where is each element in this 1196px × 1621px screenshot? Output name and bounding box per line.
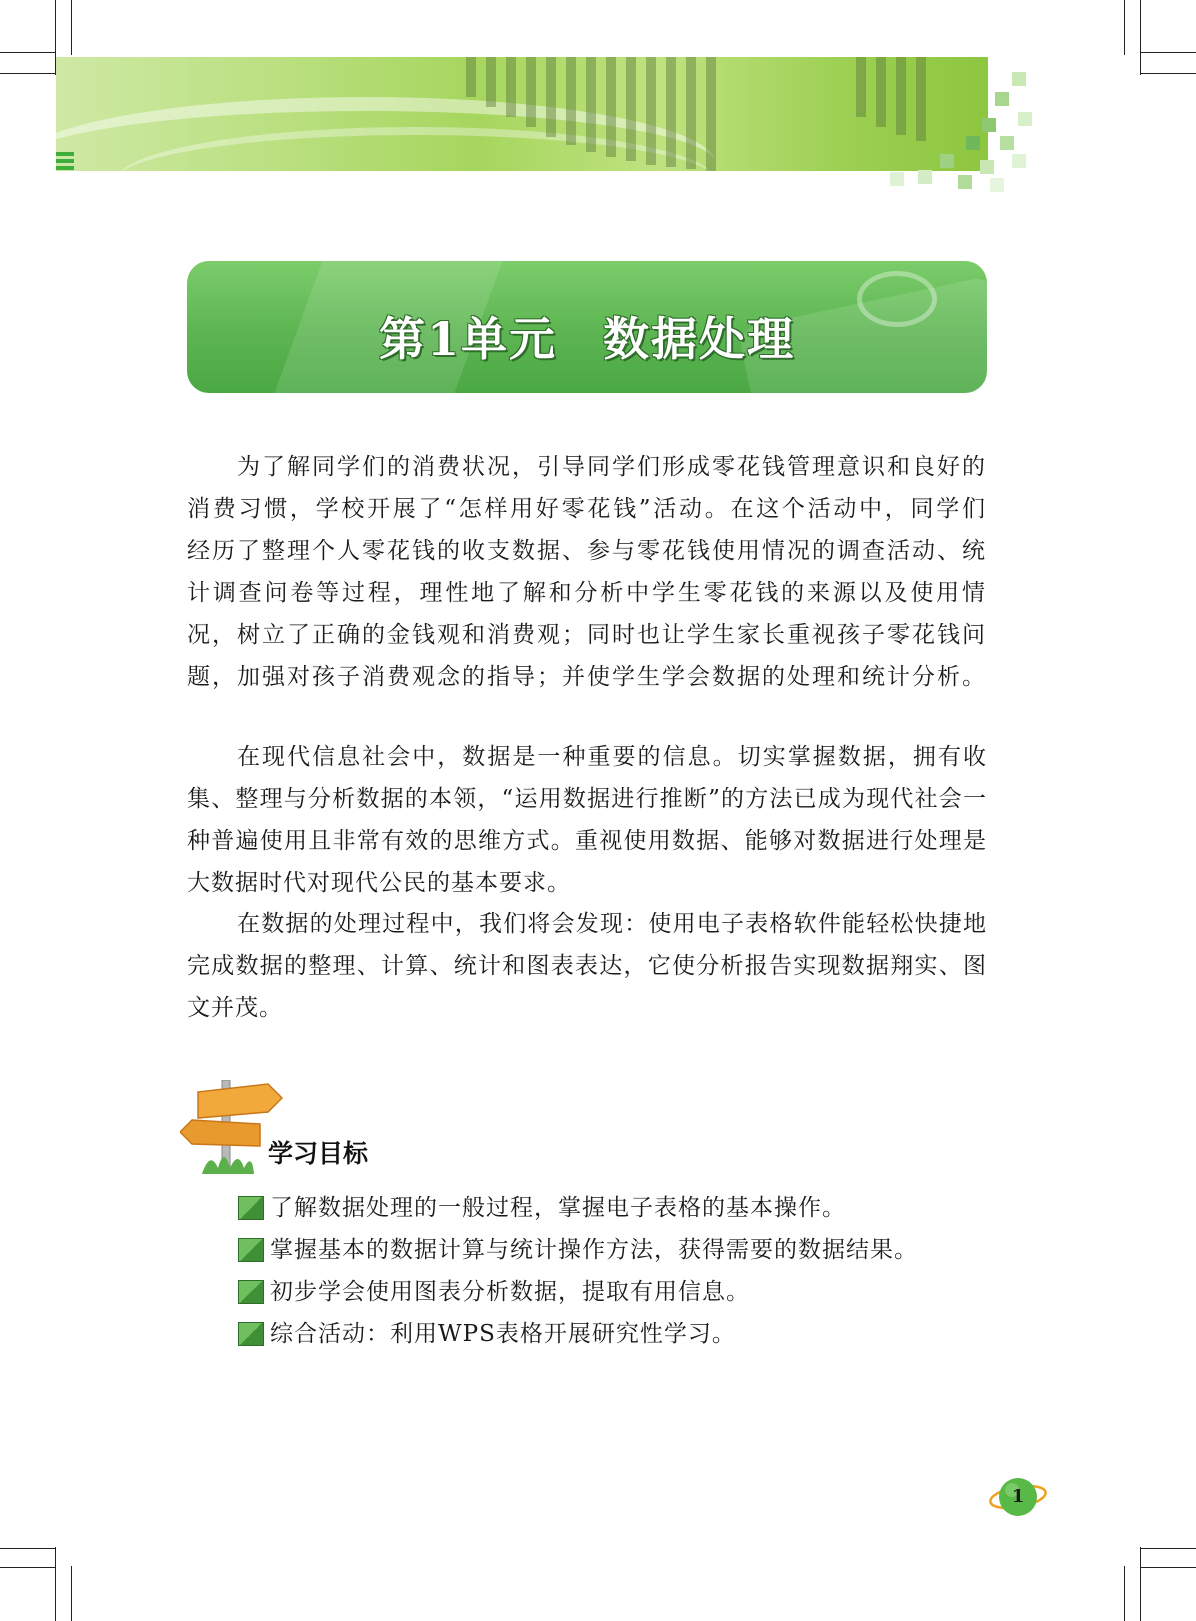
crop-mark xyxy=(1140,1567,1196,1568)
deco-square xyxy=(890,172,904,186)
crop-mark xyxy=(1140,1547,1141,1621)
banner-chip-pin xyxy=(566,57,576,145)
intro-paragraph: 为了解同学们的消费状况，引导同学们形成零花钱管理意识和良好的消费习惯，学校开展了“怎样用好零花钱”活动。在这个活动中，同学们经历了整理个人零花钱的收支数据、参与零花钱使用情况的调查活动、统计调查问卷等过程，理性地了解和分析中学生零花钱的来源以及使用情况，树立了正确的金钱观和消费观；同时也让学生家长重视孩子零花钱问题，加强对孩子消费观念的指导；并使学生学会数据的处理和统计分析。 xyxy=(187,454,987,690)
deco-square xyxy=(1000,136,1014,150)
deco-square xyxy=(958,175,972,189)
goal-text: 掌握基本的数据计算与统计操作方法，获得需要的数据结果。 xyxy=(270,1237,918,1263)
crop-mark xyxy=(71,0,72,55)
crop-mark xyxy=(1140,0,1141,75)
deco-square xyxy=(995,92,1009,106)
goal-item xyxy=(238,1229,918,1271)
deco-square xyxy=(990,178,1004,192)
goal-item xyxy=(238,1187,918,1229)
banner-chip-pin xyxy=(586,57,596,152)
banner-stripes xyxy=(56,152,74,173)
unit-number-label: 第1单元 xyxy=(378,312,557,366)
crop-mark xyxy=(1124,0,1125,55)
goal-text: 了解数据处理的一般过程，掌握电子表格的基本操作。 xyxy=(270,1195,846,1221)
crop-mark xyxy=(0,1548,55,1549)
intro-paragraph: 在数据的处理过程中，我们将会发现：使用电子表格软件能轻松快捷地完成数据的整理、计算、统计和图表表达，它使分析报告实现数据翔实、图文并茂。 xyxy=(187,911,987,1021)
crop-mark xyxy=(1140,73,1196,74)
crop-mark xyxy=(71,1566,72,1621)
banner-chip-pin xyxy=(466,57,476,97)
deco-square xyxy=(940,154,954,168)
deco-square xyxy=(918,170,932,184)
deco-square xyxy=(980,160,994,174)
banner-chip-pin xyxy=(486,57,496,107)
deco-square xyxy=(1018,112,1032,126)
banner-chip-pin xyxy=(706,57,716,171)
unit-title xyxy=(187,303,987,369)
banner-chip-pin xyxy=(626,57,636,161)
goal-item xyxy=(238,1313,918,1355)
goal-text: 初步学会使用图表分析数据，提取有用信息。 xyxy=(270,1279,750,1305)
banner-chip-pin xyxy=(686,57,696,169)
square-bullet-icon xyxy=(238,1280,264,1304)
banner-chip-pin xyxy=(876,57,886,127)
banner-chip-pin xyxy=(526,57,536,127)
banner-chip-pin xyxy=(506,57,516,117)
deco-square xyxy=(1012,154,1026,168)
crop-mark xyxy=(1140,52,1196,53)
deco-square xyxy=(982,118,996,132)
banner-chip-pin xyxy=(606,57,616,157)
banner-chip-pin xyxy=(916,57,926,141)
deco-square xyxy=(1012,72,1026,86)
square-bullet-icon xyxy=(238,1238,264,1262)
banner-chip-pin xyxy=(856,57,866,117)
banner-chip-pin xyxy=(666,57,676,167)
crop-mark xyxy=(1140,1548,1196,1549)
unit-title-banner xyxy=(187,261,987,393)
intro-paragraph: 在现代信息社会中，数据是一种重要的信息。切实掌握数据，拥有收集、整理与分析数据的本领，“运用数据进行推断”的方法已成为现代社会一种普遍使用且非常有效的思维方式。重视使用数据、能够对数据进行处理是大数据时代对现代公民的基本要求。 xyxy=(187,744,987,896)
deco-square xyxy=(966,136,980,150)
banner-chip-pin xyxy=(646,57,656,165)
learning-goals-list xyxy=(238,1187,918,1355)
page-number-badge xyxy=(996,1475,1040,1519)
crop-mark xyxy=(0,52,56,53)
goal-text: 综合活动：利用WPS表格开展研究性学习。 xyxy=(270,1321,736,1347)
crop-mark xyxy=(55,1547,56,1621)
page-number: 1 xyxy=(1011,1486,1025,1507)
crop-mark xyxy=(0,1567,56,1568)
crop-mark xyxy=(0,73,55,74)
unit-topic: 数据处理 xyxy=(603,312,795,366)
goal-item xyxy=(238,1271,918,1313)
header-banner xyxy=(56,57,988,171)
banner-chip-pin xyxy=(896,57,906,135)
banner-chip-pin xyxy=(546,57,556,137)
crop-mark xyxy=(1124,1566,1125,1621)
square-bullet-icon xyxy=(238,1196,264,1220)
square-bullet-icon xyxy=(238,1322,264,1346)
learning-goals-title: 学习目标 xyxy=(268,1139,369,1168)
